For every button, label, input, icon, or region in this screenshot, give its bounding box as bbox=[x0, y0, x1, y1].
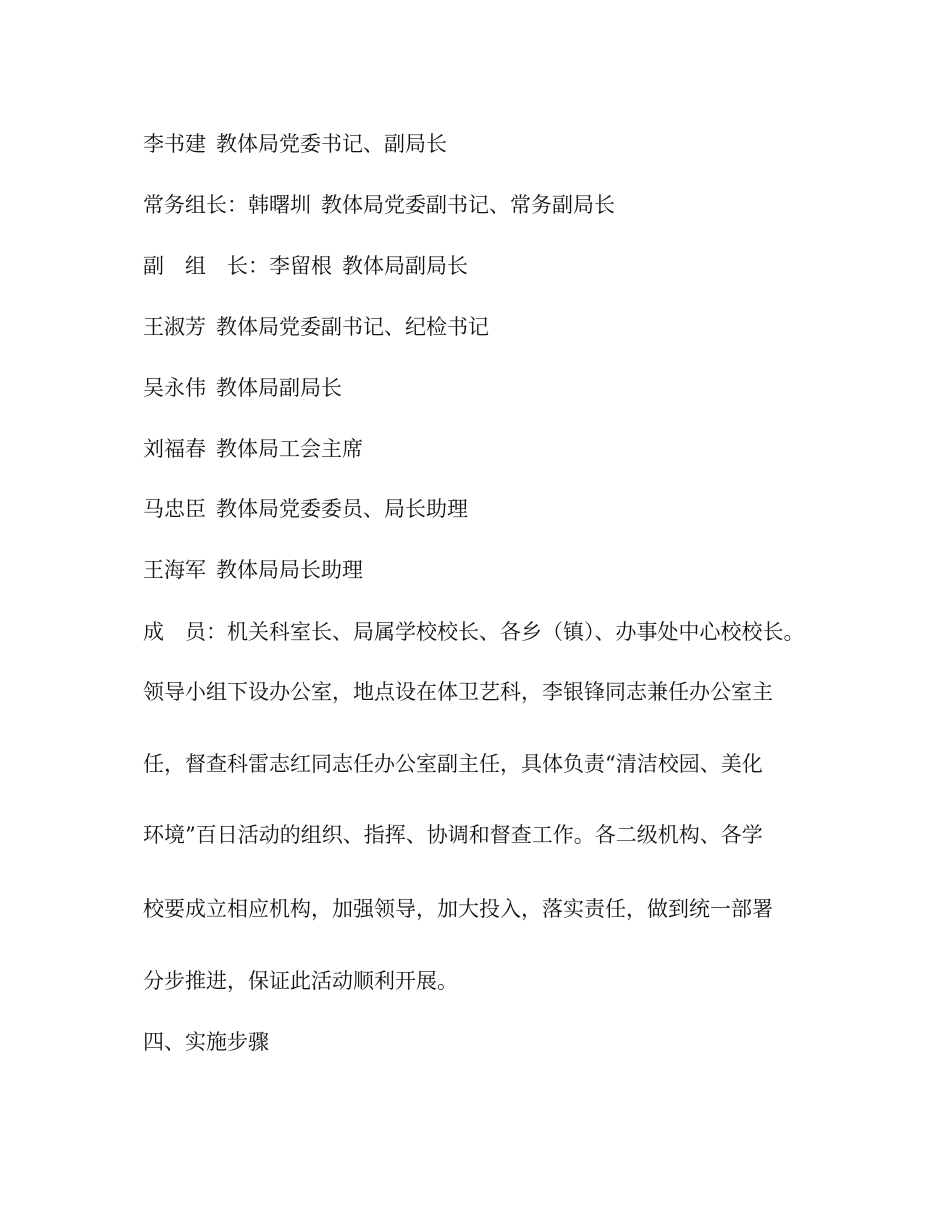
role-label: 常务组长： bbox=[143, 193, 248, 217]
member-title: 教体局党委副书记、纪检书记 bbox=[216, 315, 489, 339]
paragraph-line: 校要成立相应机构，加强领导，加大投入，落实责任，做到统一部署 bbox=[143, 897, 773, 921]
member-name: 马忠臣 bbox=[143, 497, 206, 521]
member-name: 刘福春 bbox=[143, 437, 206, 461]
member-name: 李书建 bbox=[143, 132, 206, 156]
member-title: 教体局局长助理 bbox=[216, 558, 363, 582]
paragraph-line: 分步推进，保证此活动顺利开展。 bbox=[143, 969, 458, 993]
paragraph-line: 任，督查科雷志红同志任办公室副主任，具体负责“清洁校园、美化 bbox=[143, 752, 763, 776]
member-line bbox=[143, 497, 468, 521]
member-line bbox=[143, 254, 468, 278]
members-line: 成 员：机关科室长、局属学校校长、各乡（镇）、办事处中心校校长。 bbox=[143, 620, 805, 644]
member-name: 王海军 bbox=[143, 558, 206, 582]
member-title: 教体局副局长 bbox=[216, 376, 342, 400]
member-line bbox=[143, 315, 489, 339]
member-title: 教体局副局长 bbox=[342, 254, 468, 278]
member-title: 教体局党委委员、局长助理 bbox=[216, 497, 468, 521]
member-name: 吴永伟 bbox=[143, 376, 206, 400]
role-label: 副 组 长： bbox=[143, 254, 269, 278]
member-title: 教体局工会主席 bbox=[216, 437, 363, 461]
paragraph-line: 环境”百日活动的组织、指挥、协调和督查工作。各二级机构、各学 bbox=[143, 823, 763, 847]
member-title: 教体局党委副书记、常务副局长 bbox=[321, 193, 615, 217]
paragraph-line: 领导小组下设办公室，地点设在体卫艺科，李银锋同志兼任办公室主 bbox=[143, 680, 773, 704]
member-name: 李留根 bbox=[269, 254, 332, 278]
member-name: 王淑芳 bbox=[143, 315, 206, 339]
member-line bbox=[143, 193, 615, 217]
member-line bbox=[143, 376, 342, 400]
section-heading: 四、实施步骤 bbox=[143, 1030, 269, 1054]
member-name: 韩曙圳 bbox=[248, 193, 311, 217]
member-line bbox=[143, 132, 447, 156]
member-line bbox=[143, 558, 363, 582]
member-line bbox=[143, 437, 363, 461]
member-title: 教体局党委书记、副局长 bbox=[216, 132, 447, 156]
